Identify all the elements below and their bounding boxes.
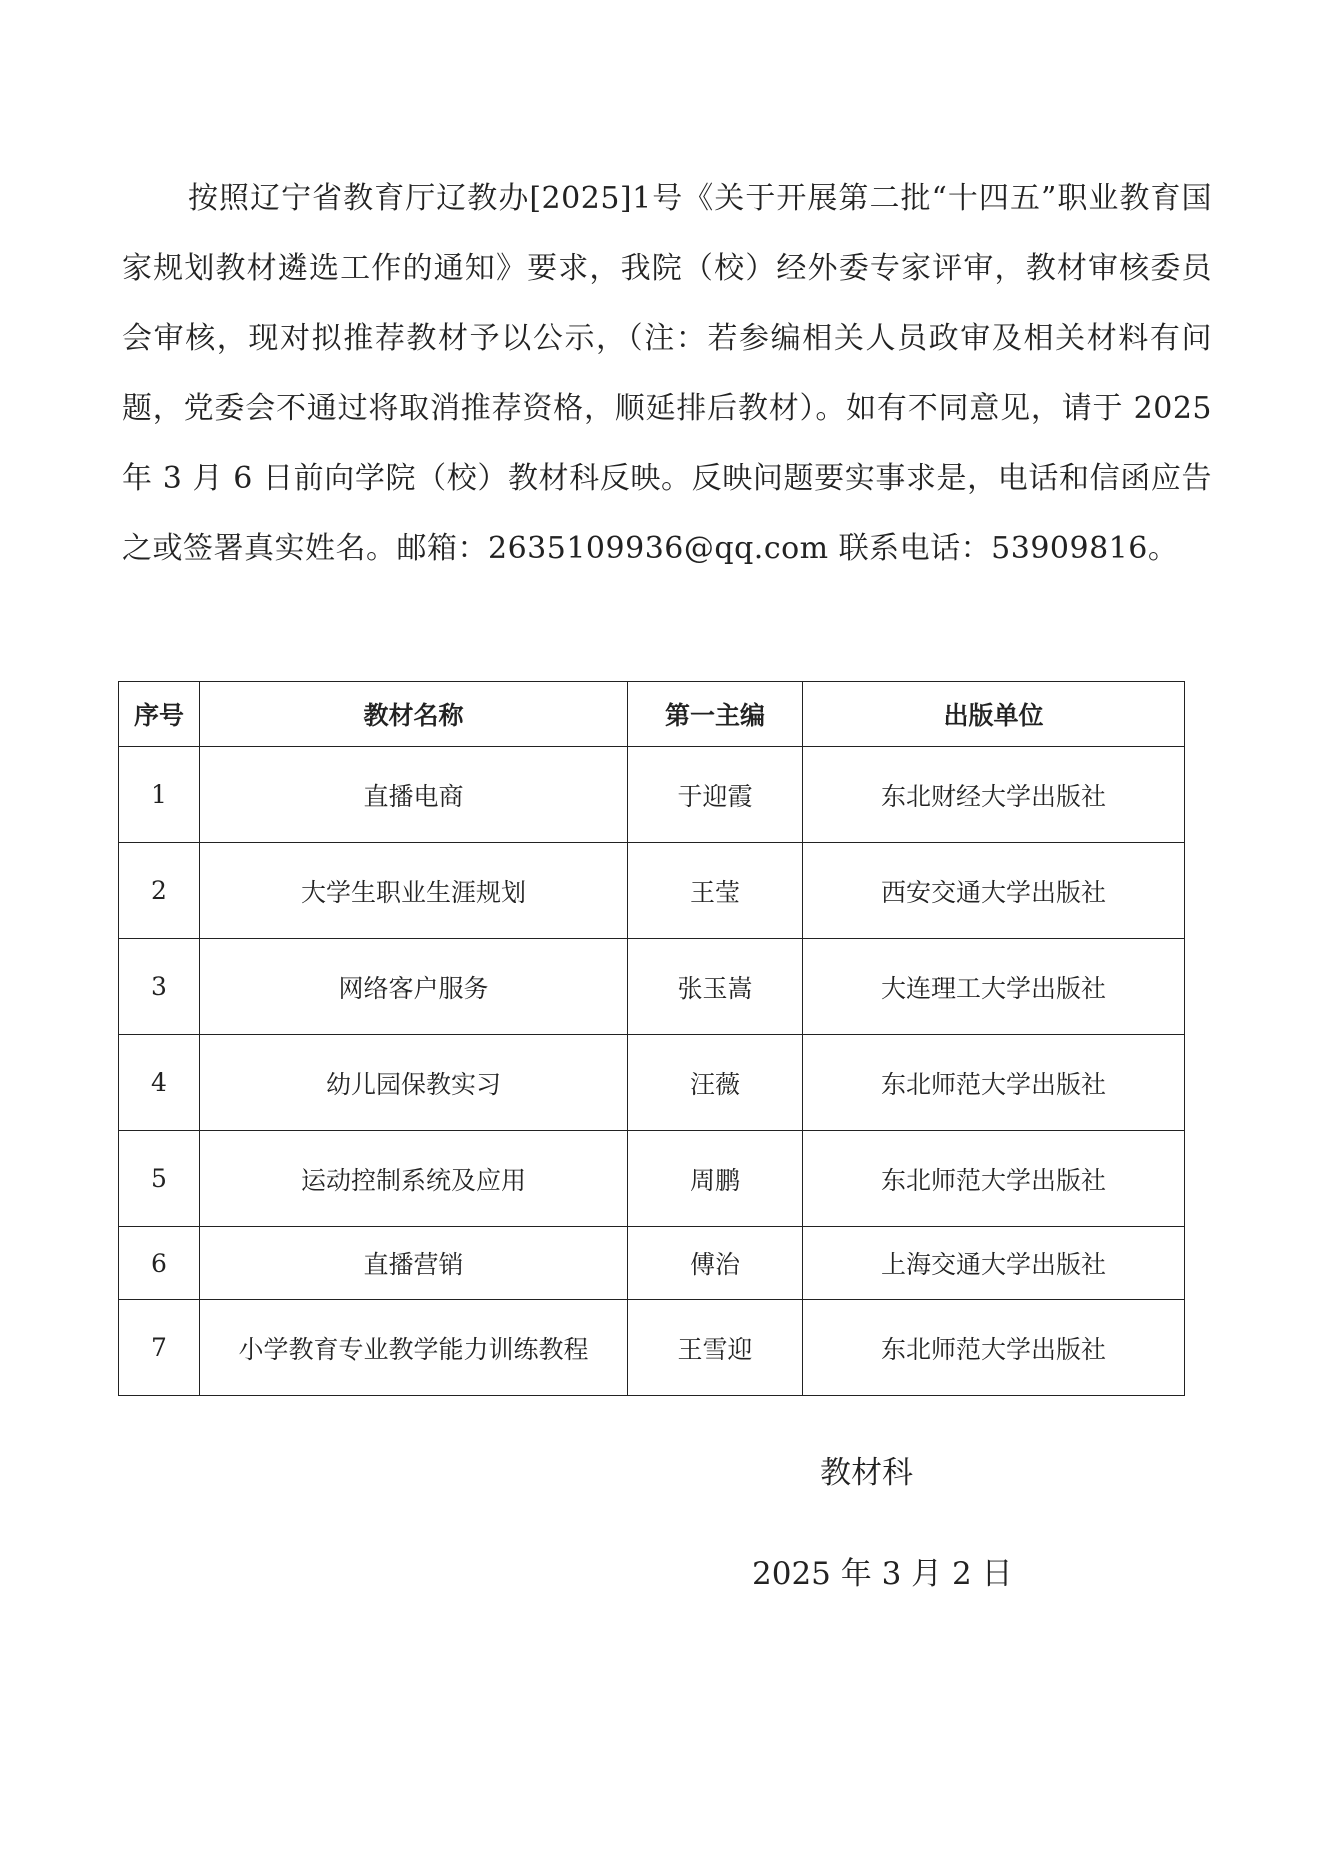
cell-name: 幼儿园保教实习 (200, 1035, 628, 1131)
cell-name: 小学教育专业教学能力训练教程 (200, 1300, 628, 1396)
table-row (119, 1227, 1185, 1300)
cell-index: 7 (119, 1300, 200, 1396)
cell-index: 4 (119, 1035, 200, 1131)
table-row (119, 843, 1185, 939)
cell-editor: 于迎霞 (628, 747, 803, 843)
table-row (119, 939, 1185, 1035)
materials-table (118, 681, 1185, 1396)
cell-index: 5 (119, 1131, 200, 1227)
cell-publisher: 东北师范大学出版社 (803, 1300, 1185, 1396)
cell-index: 2 (119, 843, 200, 939)
cell-publisher: 西安交通大学出版社 (803, 843, 1185, 939)
notice-text: 按照辽宁省教育厅辽教办[2025]1号《关于开展第二批“十四五”职业教育国家规划教材遴选工作的通知》要求，我院（校）经外委专家评审，教材审核委员会审核，现对拟推荐教材予以公示，（注：若参编相关人员政审及相关材料有问题，党委会不通过将取消推荐资格，顺延排后教材）。如有不同意见，请于 2025 年 3 月 6 日前向学院（校）教材科反映。反映问题要实事求是，电话和信函应告之或签署真实姓名。邮箱：2635109936@qq.com 联系电话：53909816。 (122, 181, 1212, 566)
header-name: 教材名称 (200, 682, 628, 747)
cell-index: 6 (119, 1227, 200, 1300)
cell-index: 1 (119, 747, 200, 843)
signature-date: 2025 年 3 月 2 日 (752, 1556, 1013, 1592)
header-editor: 第一主编 (628, 682, 803, 747)
cell-name: 直播电商 (200, 747, 628, 843)
cell-editor: 汪薇 (628, 1035, 803, 1131)
header-index: 序号 (119, 682, 200, 747)
cell-name: 运动控制系统及应用 (200, 1131, 628, 1227)
cell-name: 网络客户服务 (200, 939, 628, 1035)
cell-publisher: 东北师范大学出版社 (803, 1131, 1185, 1227)
signature-department: 教材科 (820, 1455, 913, 1491)
cell-editor: 周鹏 (628, 1131, 803, 1227)
header-publisher: 出版单位 (803, 682, 1185, 747)
cell-name: 直播营销 (200, 1227, 628, 1300)
notice-paragraph (122, 164, 1212, 584)
cell-editor: 王莹 (628, 843, 803, 939)
cell-publisher: 大连理工大学出版社 (803, 939, 1185, 1035)
cell-editor: 张玉嵩 (628, 939, 803, 1035)
cell-name: 大学生职业生涯规划 (200, 843, 628, 939)
cell-publisher: 上海交通大学出版社 (803, 1227, 1185, 1300)
table-row (119, 747, 1185, 843)
cell-publisher: 东北师范大学出版社 (803, 1035, 1185, 1131)
cell-index: 3 (119, 939, 200, 1035)
table-row (119, 1035, 1185, 1131)
cell-editor: 王雪迎 (628, 1300, 803, 1396)
table-row (119, 1131, 1185, 1227)
table-header-row (119, 682, 1185, 747)
table-row (119, 1300, 1185, 1396)
cell-editor: 傅治 (628, 1227, 803, 1300)
cell-publisher: 东北财经大学出版社 (803, 747, 1185, 843)
